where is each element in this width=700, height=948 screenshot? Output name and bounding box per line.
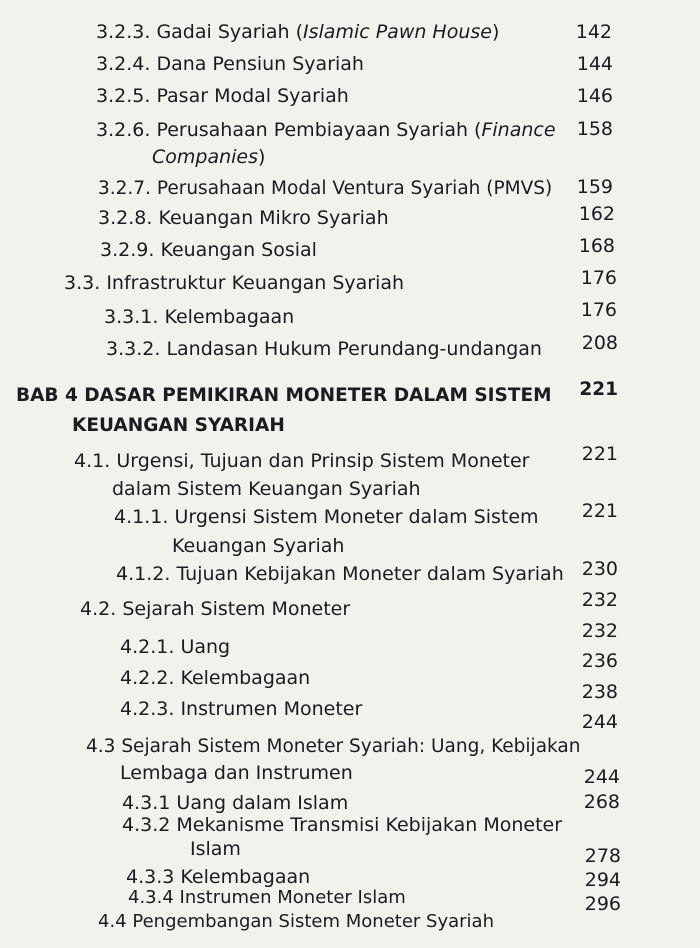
toc-entry [74,448,530,474]
toc-entry-continuation [120,760,353,786]
entry-page-number: 268 [583,791,620,813]
entry-number: 4.3.2 [122,814,171,836]
entry-title-italic: Islamic Pawn House [303,21,492,43]
toc-entry [120,696,362,722]
entry-number: 3.2.5. [96,85,151,107]
entry-title: Sejarah Sistem Moneter Syariah: Uang, Kebijakan [121,736,581,757]
entry-number: 3.2.4. [96,53,151,75]
entry-number: 4.2.3. [120,698,175,720]
entry-number: 4.3.4 [128,887,174,908]
toc-entry-continuation [172,533,344,559]
toc-entry [64,270,404,296]
entry-number: 4.2.1. [120,636,175,658]
entry-title-end: ) [258,146,266,168]
entry-page-number: 176 [580,299,617,321]
entry-title: dalam Sistem Keuangan Syariah [112,478,421,500]
entry-title-italic: Companies [152,146,259,168]
toc-entry [98,909,494,935]
entry-title: Kelembagaan [180,866,311,888]
entry-title: Uang dalam Islam [176,792,349,814]
chapter-heading [16,383,552,409]
entry-page-number: 236 [581,650,618,672]
entry-number: 3.2.3. [96,21,151,43]
entry-title: Uang [180,636,231,658]
entry-page-number: 244 [583,766,620,788]
toc-entry-continuation [112,476,421,502]
entry-title: Urgensi, Tujuan dan Prinsip Sistem Moneter [116,450,530,472]
toc-entry [116,561,564,587]
entry-number: 4.2. [80,598,117,620]
entry-title: Perusahaan Pembiayaan Syariah ( [156,119,482,141]
entry-title: Mekanisme Transmisi Kebijakan Moneter [176,814,563,836]
entry-number: 3.3.1. [104,306,159,328]
toc-entry-continuation [190,836,241,862]
toc-entry [120,665,310,691]
chapter-number: BAB 4 [16,385,78,406]
entry-title: Perusahaan Modal Ventura Syariah (PMVS) [156,178,553,199]
entry-number: 3.2.8. [98,207,153,229]
chapter-page-number: 221 [579,379,618,400]
chapter-title: DASAR PEMIKIRAN MONETER DALAM SISTEM [84,385,552,406]
toc-entry [104,304,294,330]
entry-title: Tujuan Kebijakan Moneter dalam Syariah [176,563,564,585]
entry-page-number: 238 [581,681,618,703]
toc-entry [86,734,581,760]
entry-number: 4.3 [86,736,116,757]
entry-title-end: ) [491,21,500,43]
entry-page-number: 294 [584,869,621,891]
entry-number: 4.1. [74,450,111,472]
toc-entry [114,504,539,530]
entry-page-number: 162 [578,203,615,225]
toc-entry [106,336,542,362]
toc-entry [98,205,389,231]
entry-number: 3.2.7. [98,178,151,199]
entry-title: Islam [190,838,241,860]
entry-title: Pasar Modal Syariah [156,85,349,107]
toc-entry [80,596,350,622]
toc-entry [128,885,406,911]
entry-title: Sejarah Sistem Moneter [122,598,351,620]
chapter-heading-continuation [72,413,285,439]
toc-entry [100,237,317,263]
entry-number: 3.2.6. [96,119,151,141]
entry-page-number: 159 [576,176,613,198]
entry-page-number: 168 [578,235,615,257]
entry-page-number: 144 [576,53,613,75]
entry-page-number: 221 [581,443,618,465]
entry-title: Keuangan Sosial [160,239,317,261]
entry-title: Instrumen Moneter Islam [179,887,406,908]
entry-page-number: 208 [581,332,618,354]
toc-entry [96,117,556,143]
entry-page-number: 158 [576,118,613,140]
entry-page-number: 296 [584,893,621,915]
entry-title: Instrumen Moneter [180,698,363,720]
chapter-title: KEUANGAN SYARIAH [72,415,285,436]
entry-title: Gadai Syariah ( [156,21,304,43]
entry-title: Keuangan Syariah [172,535,345,557]
entry-title: Infrastruktur Keuangan Syariah [106,272,405,294]
entry-title: Keuangan Mikro Syariah [158,207,389,229]
entry-title: Pengembangan Sistem Moneter Syariah [132,911,494,932]
entry-title: Urgensi Sistem Moneter dalam Sistem [174,506,539,528]
entry-page-number: 244 [581,711,618,733]
toc-entry [96,83,349,109]
entry-page-number: 146 [576,85,613,107]
entry-page-number: 278 [584,845,621,867]
toc-entry [96,19,499,45]
toc-entry [122,812,562,838]
entry-title: Kelembagaan [164,306,295,328]
entry-title: Landasan Hukum Perundang-undangan [166,338,542,360]
entry-number: 4.1.2. [116,563,171,585]
entry-title: Lembaga dan Instrumen [120,762,353,784]
entry-number: 4.3.3 [126,866,175,888]
entry-title: Kelembagaan [180,667,311,689]
entry-title: Dana Pensiun Syariah [156,53,364,75]
entry-page-number: 232 [581,620,618,642]
toc-entry [98,176,552,202]
entry-page-number: 142 [575,21,612,43]
entry-page-number: 176 [580,267,617,289]
toc-entry [96,51,364,77]
entry-number: 4.2.2. [120,667,175,689]
entry-number: 4.3.1 [122,792,171,814]
entry-number: 4.1.1. [114,506,169,528]
entry-page-number: 230 [581,558,618,580]
entry-page-number: 232 [581,589,618,611]
entry-number: 4.4 [98,911,127,932]
entry-number: 3.3. [64,272,101,294]
entry-title-italic: Finance [481,119,556,141]
entry-number: 3.2.9. [100,239,155,261]
entry-number: 3.3.2. [106,338,161,360]
toc-entry-continuation [152,144,265,170]
entry-page-number: 221 [581,500,618,522]
toc-entry [120,634,230,660]
